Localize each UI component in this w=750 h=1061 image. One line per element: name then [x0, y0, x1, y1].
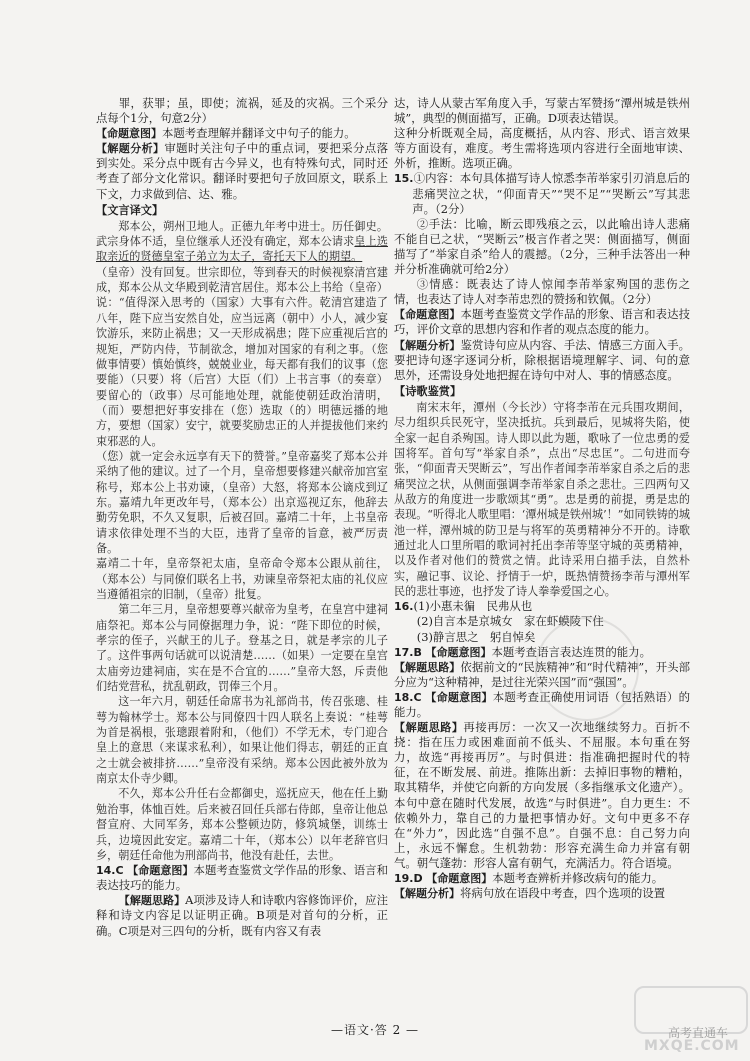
label-tag: 【命题意图】 [426, 872, 493, 886]
paragraph-text: 鉴赏诗句应从内容、手法、情感三方面入手。要把诗句逐字逐词分析，除根据语境理解字、词、句的意思外，还需设身处地把握在诗句中对人、事的情感态度。 [394, 337, 690, 382]
paragraph-text: A项涉及诗人和诗歌内容修饰评价，应注释和诗文内容足以证明正确。B项是对首句的分析，正确。C项是对三四句的分析，既有内容又有表 [96, 893, 389, 938]
watermark-url: MXQE.COM [644, 1038, 740, 1054]
label-tag: 【命题意图】 [96, 127, 162, 141]
handwritten-translation [96, 219, 388, 863]
paragraph [96, 141, 388, 201]
answer-line: (2)自言本是京城女 家在虾蟆陵下住 [416, 614, 604, 629]
paragraph: ③情感：既表达了诗人惊闻李芾举家殉国的悲伤之情，也表达了诗人对李芾忠烈的赞扬和钦佩。（2分） [394, 277, 690, 307]
faint-stamp [535, 617, 639, 721]
section-heading-poem: 【诗歌鉴赏】 [394, 384, 462, 398]
label-tag: 【命题意图】 [425, 645, 492, 659]
paragraph-text: 再接再厉：一次又一次地继续努力。百折不挠：指在压力或困难面前不低头、不屈服。本句重在努力，故选“再接再厉”。与时俱进：指准确把握时代的特征，在不断发展、前进。推陈出新：去掉旧事物的糟粕，取其精华，并使它向新的方向发展（多指继承文化遗产）。本句中意在随时代发展，故选“与时俱进”。自力更生：不依赖外力，靠自己的力量把事情办好。文句中更多不存在“外力”，因此选“自强不息”。自强不息：自己努力向上，永远不懈怠。生机勃勃：形容充满生命力并富有朝气。朝气蓬勃：形容人富有朝气，充满活力。符合语境。 [394, 720, 690, 870]
label-tag: 【命题意图】 [394, 308, 461, 322]
watermark-text: 高考直通车 [668, 1026, 729, 1040]
watermark [634, 986, 744, 1056]
paragraph-text: 本题考查正确使用词语（包括熟语）的能力。 [394, 689, 691, 719]
paragraph-text: 依据前文的“民族精神”和“时代精神”，开头部分应为“这种精神，是过往光荣兴国”而“强国”。 [394, 659, 691, 689]
paragraph-text: 郑本公，朔州卫地人。正德九年考中进士。历任御史。武宗身体不适，皇位继承人还没有确定，郑本公请求 [96, 219, 388, 249]
paragraph: ②手法：比喻，断云即残痕之云，以此喻出诗人悲痛不能自已之状，“哭断云”极言作者之哭：侧面描写，侧面描写了“举家自杀”给人的震撼。（2分，三种手法答出一种并分析准确就可给2分） [394, 216, 690, 277]
paragraph: （您）就一定会永远享有天下的赞誉。”皇帝嘉奖了郑本公并采纳了他的建议。过了一个月，皇帝想要修建兴献帝加宫室称号，郑本公上书劝谏，（皇帝）大怒，将郑本公谪戍到辽东。嘉靖九年更改年号，（郑本公）出京巡视辽东，他辞去勤劳免职，不久又复职，后被召回。嘉靖二十年，上书皇帝请求依律处理不当的大臣，违背了皇帝的旨意，被严厉责备。 [96, 449, 388, 555]
label-tag: 【解题思路】 [118, 894, 186, 908]
right-column [394, 96, 690, 901]
paragraph-text: 本题考查鉴赏文学作品的形象、语言和表达技巧，评价文章的思想内容和作者的观点态度的能力。 [394, 307, 690, 337]
paragraph: 第二年三月，皇帝想要尊兴献帝为皇考，在皇宫中建祠庙祭祀。郑本公与同僚据理力争，说：“陛下即位的时候，孝宗的侄子，兴献王的儿子。登基之日，就是孝宗的儿子了。这件事两句话就可以说清楚……（如果）一定要在皇宫太庙旁边建祠庙，实在是不合宜的……”皇帝大怒，斥责他们结党营私，扰乱朝政，罚俸三个月。 [96, 603, 388, 694]
label-tag: 【解题思路】 [394, 660, 461, 674]
paragraph [96, 219, 388, 265]
label-tag: 【解题思路】 [394, 721, 464, 735]
paragraph [394, 720, 690, 871]
question-number: 15. [394, 172, 414, 186]
answer-line: (3)静言思之 躬自悼矣 [416, 629, 536, 644]
paragraph-text: 本题考查语言表达连贯的能力。 [491, 644, 651, 659]
paragraph: 嘉靖二十年，皇帝祭祀太庙，皇帝命令郑本公跟从前往，（郑本公）与同僚们联名上书，劝谏皇帝祭祀太庙的礼仪应当遵循祖宗的旧制，（皇帝）批复。 [96, 557, 388, 601]
question-number: 14.C [96, 864, 124, 878]
underlined-text: 皇上选取亲近的贤德皇室子弟立为太子，寄托天下人的期望。 [96, 235, 388, 264]
label-tag: 【解题分析】 [394, 887, 460, 901]
handwritten-poem-analysis [394, 400, 690, 599]
paragraph: 不久，郑本公升任右佥都御史，巡抚应天，他在任上勤勉治事，体恤百姓。后来被召回任兵部右侍郎，皇帝让他总督宣府、大同军务，郑本公整顿边防，修筑城堡，训练士兵，边境因此安定。嘉靖二十年，（郑本公）以年老辞官归乡，朝廷任命他为刑部尚书，他没有赴任，去世。 [96, 787, 388, 862]
answer-14 [96, 863, 388, 893]
section-heading-translation: 【文言译文】 [96, 203, 164, 217]
paragraph [394, 307, 690, 337]
paragraph [394, 886, 690, 901]
paragraph [394, 338, 690, 383]
label-tag: 【解题分析】 [96, 142, 165, 156]
paragraph-text: 将病句放在语段中考查，四个选项的设置 [460, 886, 666, 901]
paragraph [96, 126, 388, 141]
label-tag: 【解题分析】 [394, 338, 461, 352]
page-footer: —语文·答 2 — [330, 1023, 420, 1037]
answer-19 [394, 871, 690, 886]
left-column [96, 96, 388, 939]
answer-line: (1)小惠未徧 民弗从也 [413, 599, 533, 614]
answer-16 [394, 599, 690, 614]
question-number: 18.C [394, 690, 422, 704]
paragraph: 达，诗人从蒙古军角度入手，写蒙古军赞扬“潭州城是铁州城”，典型的侧面描写，正确。D项表达错误。 [394, 96, 690, 126]
question-number: 19.D [394, 872, 423, 886]
label-tag: 【命题意图】 [425, 690, 493, 704]
paragraph: 这一年六月，朝廷任命席书为礼部尚书，传召张璁、桂萼为翰林学士。郑本公与同僚四十四人联名上奏说：“桂萼为首是祸根，张璁跟着附和，（他们）不学无术，专门迎合皇上的意思（来谋求私利），如果让他们得志，朝廷的正直之士就会被排挤……”皇帝没有采纳。郑本公因此被外放为南京太仆寺少卿。 [96, 695, 388, 786]
paragraph: （皇帝）没有回复。世宗即位，等到春天的时候视察清宫建成，郑本公从文华殿到乾清宫居住。郑本公上书给（皇帝）说：“值得深入思考的（国家）大事有六件。乾清宫建造了八年，陛下应当安然自处，应当远离（朝中）小人，减少宴饮游乐，来防止祸患；又一天形成祸患；陛下应重视后宫的规矩，严防内侍，节制欲念，增加对国家的有利之事。（您做事情要）慎始慎终，兢兢业业，每天都有我们的议事（您要能）（只要）将（后宫）大臣（们）上书言事（的奏章）要留心的（政事）尽可能地处理，就能使朝廷政治清明，（而）要想把好事安排在（您）选取（的）明德远播的地方，要想（国家）安宁，就要奖励忠正的人并提拔他们来约束邪恶的人。 [96, 265, 388, 448]
paragraph-text: 本题考查理解并翻译文中句子的能力。 [162, 126, 356, 141]
answer-15 [394, 171, 690, 216]
question-number: 16. [394, 600, 414, 614]
paragraph-text: 审题时关注句子中的重点词，要把采分点落到实处。采分点中既有古今异义，也有特殊句式，同时还考查了部分文化常识。翻译时要把句子放回原文，联系上下文，力求做到信、达、雅。 [96, 141, 388, 201]
paragraph-text: 本题考查辨析并修改病句的能力。 [492, 871, 664, 886]
paragraph: 南宋末年，潭州（今长沙）守将李芾在元兵围攻期间，尽力组织兵民死守，坚决抵抗。兵到最后，见城将失陷，使全家一起自杀殉国。诗人即以此为题，歌咏了一位忠勇的爱国将军。首句写“举家自杀”，点出“尽忠匡”。二句进而夸张，“仰面青天哭断云”，写出作者闻李芾举家自杀之后的悲痛哭泣之状，从侧面强调李芾举家自杀之悲壮。三四两句又从敌方的角度进一步歌颂其“勇”。忠是勇的前提，勇是忠的表现。“听得北人歌里唱：‘潭州城是铁州城’！”如同铁铸的城池一样，潭州城的防卫是与将军的英勇精神分不开的。诗歌通过北人口里所唱的歌词衬托出李芾等坚守城的英勇精神，以及作者对他们的赞赏之情。此诗采用白描手法，自然朴实，融记事、议论、抒情于一炉，既热情赞扬李芾与潭州军民的悲壮事迹，也抒发了诗人拳拳爱国之心。 [394, 400, 690, 598]
question-number: 17.B [394, 645, 422, 659]
paragraph [96, 893, 388, 938]
paragraph-text: 本题考查鉴赏文学作品的形象、语言和表达技巧的能力。 [96, 863, 388, 893]
paragraph: 罪，获罪；虽，即使；流祸，延及的灾祸。三个采分点每个1分，句意2分） [96, 96, 388, 126]
label-tag: 【命题意图】 [127, 864, 194, 878]
paragraph: 这种分析既观全局，高度概括，从内容、形式、语言效果等方面设有，难度。考生需将选项内容进行全面地审读、外析，推断。选项正确。 [394, 126, 690, 171]
paragraph-text: ①内容：本句具体描写诗人惊悉李芾举家引刃消息后的悲痛哭泣之状，“仰面青天”“哭不足”“哭断云”写其悲声。（2分） [412, 171, 690, 216]
